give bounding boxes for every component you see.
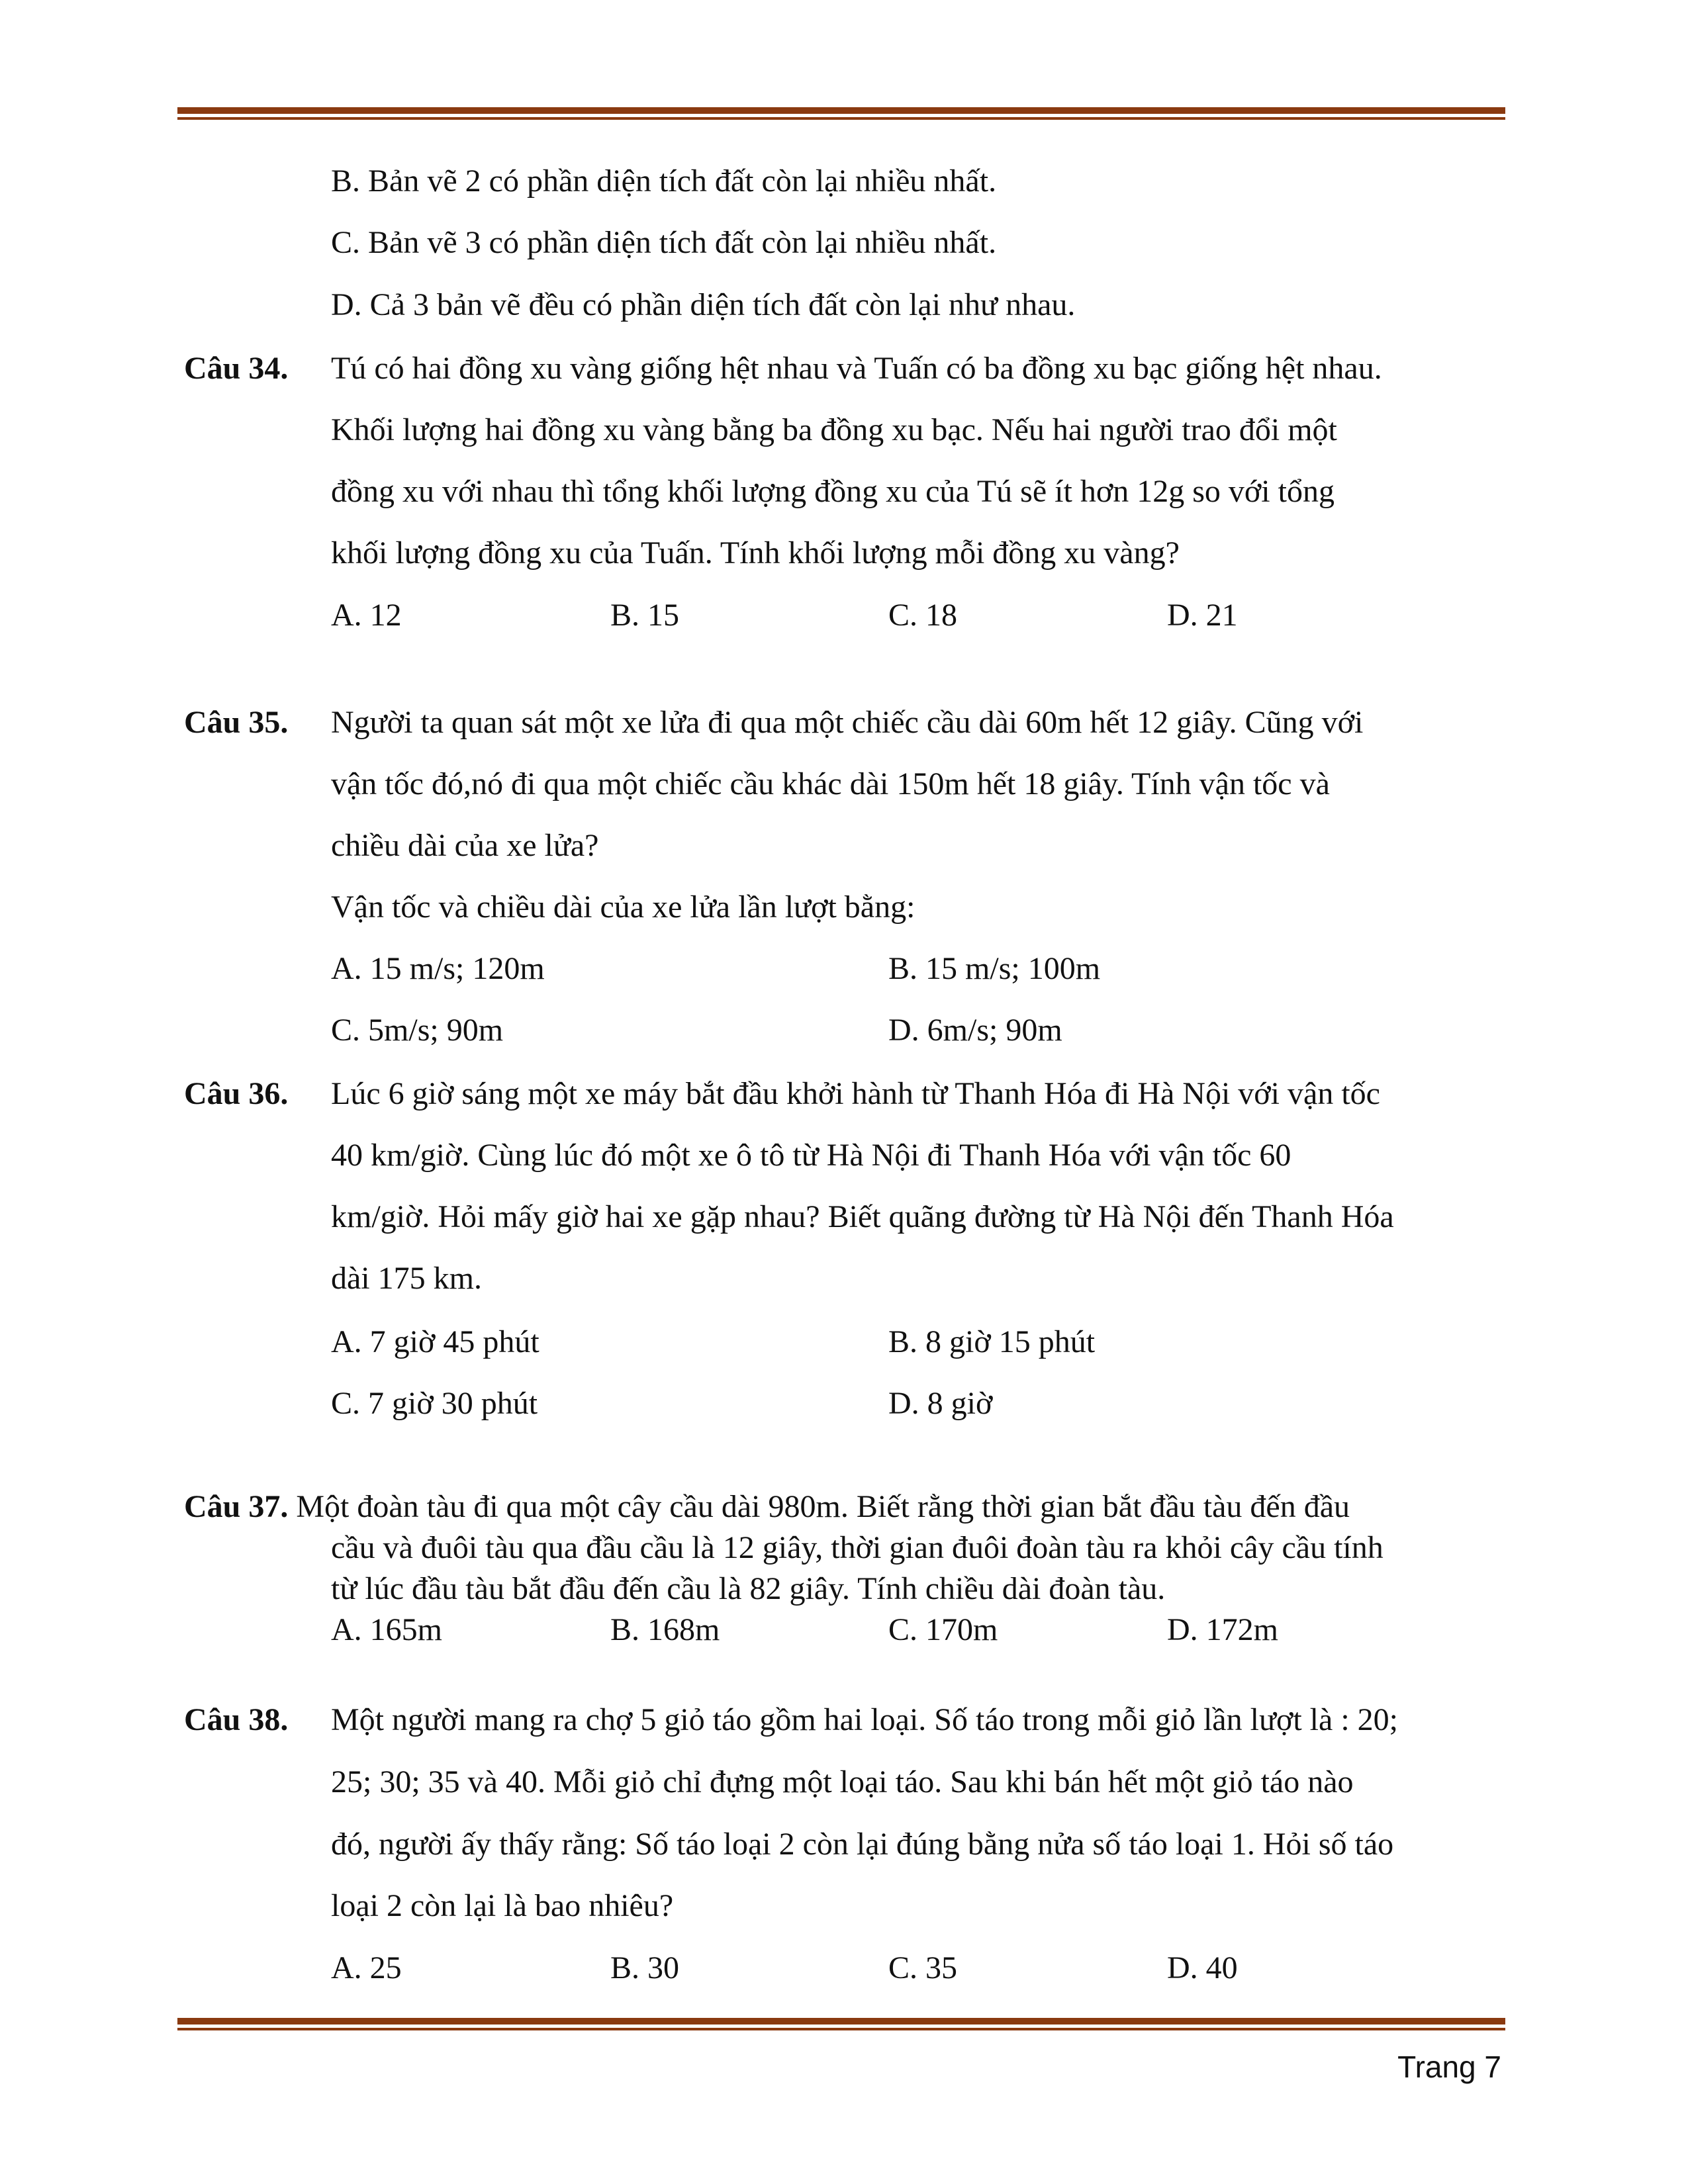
question-text-line: chiều dài của xe lửa?: [331, 828, 599, 863]
question-label: Câu 34.: [184, 351, 289, 386]
option-b: B. 168m: [610, 1612, 720, 1647]
option-b: B. 15: [610, 598, 680, 633]
question-label: Câu 36.: [184, 1076, 289, 1111]
header-rule: [177, 107, 1505, 120]
question-text-line: vận tốc đó,nó đi qua một chiếc cầu khác dài 150m hết 18 giây. Tính vận tốc và: [331, 766, 1330, 801]
option-d: D. 8 giờ: [888, 1386, 993, 1421]
option-d: D. 172m: [1167, 1612, 1278, 1647]
question-text-line: loại 2 còn lại là bao nhiêu?: [331, 1888, 674, 1923]
question-text-line: Tú có hai đồng xu vàng giống hệt nhau và Tuấn có ba đồng xu bạc giống hệt nhau.: [331, 351, 1382, 386]
option-d: D. 21: [1167, 598, 1238, 633]
option-a: A. 12: [331, 598, 402, 633]
option-c: C. 170m: [888, 1612, 998, 1647]
question-text-line: dài 175 km.: [331, 1261, 482, 1296]
option-b: B. 8 giờ 15 phút: [888, 1324, 1096, 1359]
question-text-line: km/giờ. Hỏi mấy giờ hai xe gặp nhau? Biết quãng đường từ Hà Nội đến Thanh Hóa: [331, 1199, 1394, 1234]
option-c: C. 18: [888, 598, 958, 633]
question-text-line: Vận tốc và chiều dài của xe lửa lần lượt bằng:: [331, 889, 915, 925]
question-label: Câu 38.: [184, 1702, 289, 1737]
question-text-line: từ lúc đầu tàu bắt đầu đến cầu là 82 giây. Tính chiều dài đoàn tàu.: [331, 1571, 1166, 1606]
question-text-line: 40 km/giờ. Cùng lúc đó một xe ô tô từ Hà Nội đi Thanh Hóa với vận tốc 60: [331, 1138, 1291, 1173]
question-text-line: Người ta quan sát một xe lửa đi qua một chiếc cầu dài 60m hết 12 giây. Cũng với: [331, 705, 1364, 740]
question-text-line: đó, người ấy thấy rằng: Số táo loại 2 còn lại đúng bằng nửa số táo loại 1. Hỏi số táo: [331, 1827, 1394, 1862]
option-b: B. 15 m/s; 100m: [888, 951, 1101, 986]
question-text-line: cầu và đuôi tàu qua đầu cầu là 12 giây, thời gian đuôi đoàn tàu ra khỏi cây cầu tính: [331, 1530, 1383, 1565]
question-text-line: Một người mang ra chợ 5 giỏ táo gồm hai loại. Số táo trong mỗi giỏ lần lượt là : 20;: [331, 1702, 1398, 1737]
prev-option-b: B. Bản vẽ 2 có phần diện tích đất còn lại nhiều nhất.: [331, 163, 997, 199]
option-b: B. 30: [610, 1950, 680, 1985]
question-label: Câu 35.: [184, 705, 289, 740]
footer-rule: [177, 2018, 1505, 2030]
question-text-line: Một đoàn tàu đi qua một cây cầu dài 980m. Biết rằng thời gian bắt đầu tàu đến đầu: [296, 1489, 1350, 1524]
page-number: Trang 7: [1397, 2050, 1501, 2084]
option-a: A. 7 giờ 45 phút: [331, 1324, 539, 1359]
option-a: A. 15 m/s; 120m: [331, 951, 545, 986]
question-label: Câu 37.: [184, 1489, 289, 1524]
question-text-line: 25; 30; 35 và 40. Mỗi giỏ chỉ đựng một loại táo. Sau khi bán hết một giỏ táo nào: [331, 1764, 1354, 1799]
question-text-line: Lúc 6 giờ sáng một xe máy bắt đầu khởi hành từ Thanh Hóa đi Hà Nội với vận tốc: [331, 1076, 1380, 1111]
prev-option-d: D. Cả 3 bản vẽ đều có phần diện tích đất còn lại như nhau.: [331, 287, 1076, 322]
question-text-line: đồng xu với nhau thì tổng khối lượng đồng xu của Tú sẽ ít hơn 12g so với tổng: [331, 474, 1335, 509]
option-a: A. 165m: [331, 1612, 442, 1647]
question-text-line: khối lượng đồng xu của Tuấn. Tính khối lượng mỗi đồng xu vàng?: [331, 535, 1180, 570]
option-d: D. 6m/s; 90m: [888, 1013, 1062, 1048]
option-d: D. 40: [1167, 1950, 1238, 1985]
option-a: A. 25: [331, 1950, 402, 1985]
option-c: C. 7 giờ 30 phút: [331, 1386, 538, 1421]
option-c: C. 5m/s; 90m: [331, 1013, 504, 1048]
prev-option-c: C. Bản vẽ 3 có phần diện tích đất còn lại nhiều nhất.: [331, 225, 997, 260]
question-text-line: Khối lượng hai đồng xu vàng bằng ba đồng xu bạc. Nếu hai người trao đổi một: [331, 412, 1337, 447]
option-c: C. 35: [888, 1950, 958, 1985]
